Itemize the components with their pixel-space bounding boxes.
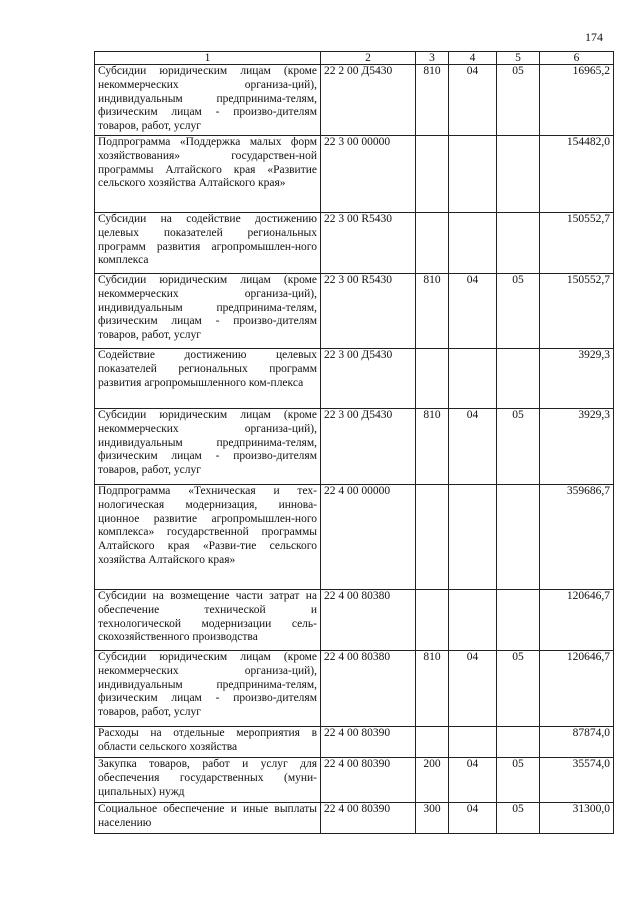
row-target-code: 22 4 00 80390 bbox=[321, 803, 416, 834]
table-row bbox=[95, 349, 614, 409]
table-row bbox=[95, 727, 614, 758]
table-row bbox=[95, 65, 614, 136]
row-target-code: 22 4 00 80390 bbox=[321, 758, 416, 803]
row-amount: 120646,7 bbox=[540, 651, 614, 727]
row-name: Подпрограмма «Поддержка малых форм хозяйствования» государствен-ной программы Алтайского края «Развитие сельского хозяйства Алтайского края» bbox=[95, 136, 321, 213]
row-target-code: 22 4 00 80380 bbox=[321, 590, 416, 651]
row-section: 04 bbox=[449, 274, 497, 349]
row-expense-type: 300 bbox=[416, 803, 449, 834]
row-amount: 120646,7 bbox=[540, 590, 614, 651]
row-section bbox=[449, 485, 497, 590]
row-target-code: 22 4 00 80380 bbox=[321, 651, 416, 727]
row-target-code: 22 3 00 Д5430 bbox=[321, 349, 416, 409]
table-row bbox=[95, 409, 614, 485]
row-target-code: 22 3 00 R5430 bbox=[321, 213, 416, 274]
header-col-1: 1 bbox=[95, 52, 321, 65]
row-expense-type bbox=[416, 136, 449, 213]
row-amount: 150552,7 bbox=[540, 213, 614, 274]
row-section bbox=[449, 349, 497, 409]
row-amount: 16965,2 bbox=[540, 65, 614, 136]
page-number: 174 bbox=[585, 30, 603, 44]
row-subsection: 05 bbox=[497, 65, 540, 136]
row-section: 04 bbox=[449, 65, 497, 136]
row-subsection bbox=[497, 485, 540, 590]
row-name: Субсидии на возмещение части затрат на обеспечение технической и технологической модернизации сель-скохозяйственного производства bbox=[95, 590, 321, 651]
header-col-4: 4 bbox=[449, 52, 497, 65]
row-expense-type bbox=[416, 727, 449, 758]
row-expense-type: 810 bbox=[416, 651, 449, 727]
row-expense-type: 810 bbox=[416, 65, 449, 136]
row-target-code: 22 2 00 Д5430 bbox=[321, 65, 416, 136]
table-row bbox=[95, 590, 614, 651]
row-name: Субсидии юридическим лицам (кроме некоммерческих организа-ций), индивидуальным предпринима-телям, физическим лицам - произво-дителям товаров, работ, услуг bbox=[95, 409, 321, 485]
row-amount: 3929,3 bbox=[540, 349, 614, 409]
table-row bbox=[95, 651, 614, 727]
row-target-code: 22 4 00 80390 bbox=[321, 727, 416, 758]
header-col-6: 6 bbox=[540, 52, 614, 65]
row-section: 04 bbox=[449, 758, 497, 803]
row-expense-type bbox=[416, 349, 449, 409]
row-section bbox=[449, 727, 497, 758]
row-expense-type bbox=[416, 213, 449, 274]
header-col-5: 5 bbox=[497, 52, 540, 65]
table-row bbox=[95, 213, 614, 274]
row-amount: 87874,0 bbox=[540, 727, 614, 758]
row-target-code: 22 4 00 00000 bbox=[321, 485, 416, 590]
row-amount: 359686,7 bbox=[540, 485, 614, 590]
row-name: Субсидии на содействие достижению целевых показателей региональных программ развития агропромышлен-ного комплекса bbox=[95, 213, 321, 274]
row-subsection: 05 bbox=[497, 274, 540, 349]
row-subsection bbox=[497, 727, 540, 758]
row-amount: 150552,7 bbox=[540, 274, 614, 349]
row-subsection: 05 bbox=[497, 651, 540, 727]
row-subsection bbox=[497, 349, 540, 409]
header-row bbox=[95, 52, 614, 65]
row-subsection: 05 bbox=[497, 409, 540, 485]
row-target-code: 22 3 00 00000 bbox=[321, 136, 416, 213]
row-subsection bbox=[497, 590, 540, 651]
row-name: Субсидии юридическим лицам (кроме некоммерческих организа-ций), индивидуальным предпринима-телям, физическим лицам - произво-дителям товаров, работ, услуг bbox=[95, 274, 321, 349]
row-target-code: 22 3 00 Д5430 bbox=[321, 409, 416, 485]
budget-table bbox=[94, 51, 614, 834]
row-name: Социальное обеспечение и иные выплаты населению bbox=[95, 803, 321, 834]
row-expense-type: 810 bbox=[416, 274, 449, 349]
row-expense-type: 810 bbox=[416, 409, 449, 485]
row-name: Закупка товаров, работ и услуг для обеспечения государственных (муни-ципальных) нужд bbox=[95, 758, 321, 803]
table-row bbox=[95, 758, 614, 803]
header-col-3: 3 bbox=[416, 52, 449, 65]
table-row bbox=[95, 485, 614, 590]
row-expense-type bbox=[416, 485, 449, 590]
row-expense-type bbox=[416, 590, 449, 651]
row-name: Содействие достижению целевых показателей региональных программ развития агропромышленного ком-плекса bbox=[95, 349, 321, 409]
table-row bbox=[95, 136, 614, 213]
row-section: 04 bbox=[449, 803, 497, 834]
header-col-2: 2 bbox=[321, 52, 416, 65]
row-name: Расходы на отдельные мероприятия в области сельского хозяйства bbox=[95, 727, 321, 758]
row-amount: 154482,0 bbox=[540, 136, 614, 213]
row-target-code: 22 3 00 R5430 bbox=[321, 274, 416, 349]
row-amount: 31300,0 bbox=[540, 803, 614, 834]
row-subsection: 05 bbox=[497, 758, 540, 803]
row-subsection bbox=[497, 136, 540, 213]
row-expense-type: 200 bbox=[416, 758, 449, 803]
row-amount: 35574,0 bbox=[540, 758, 614, 803]
row-subsection: 05 bbox=[497, 803, 540, 834]
row-section bbox=[449, 590, 497, 651]
row-section bbox=[449, 136, 497, 213]
row-name: Подпрограмма «Техническая и тех-нологическая модернизация, иннова-ционное развитие агропромышлен-ного комплекса» государственной программы Алтайского края «Разви-тие сельского хозяйства Алтайского края» bbox=[95, 485, 321, 590]
row-subsection bbox=[497, 213, 540, 274]
row-name: Субсидии юридическим лицам (кроме некоммерческих организа-ций), индивидуальным предпринима-телям, физическим лицам - произво-дителям товаров, работ, услуг bbox=[95, 65, 321, 136]
row-name: Субсидии юридическим лицам (кроме некоммерческих организа-ций), индивидуальным предпринима-телям, физическим лицам - произво-дителям товаров, работ, услуг bbox=[95, 651, 321, 727]
table-row bbox=[95, 803, 614, 834]
table-row bbox=[95, 274, 614, 349]
row-section bbox=[449, 213, 497, 274]
row-section: 04 bbox=[449, 651, 497, 727]
row-amount: 3929,3 bbox=[540, 409, 614, 485]
row-section: 04 bbox=[449, 409, 497, 485]
